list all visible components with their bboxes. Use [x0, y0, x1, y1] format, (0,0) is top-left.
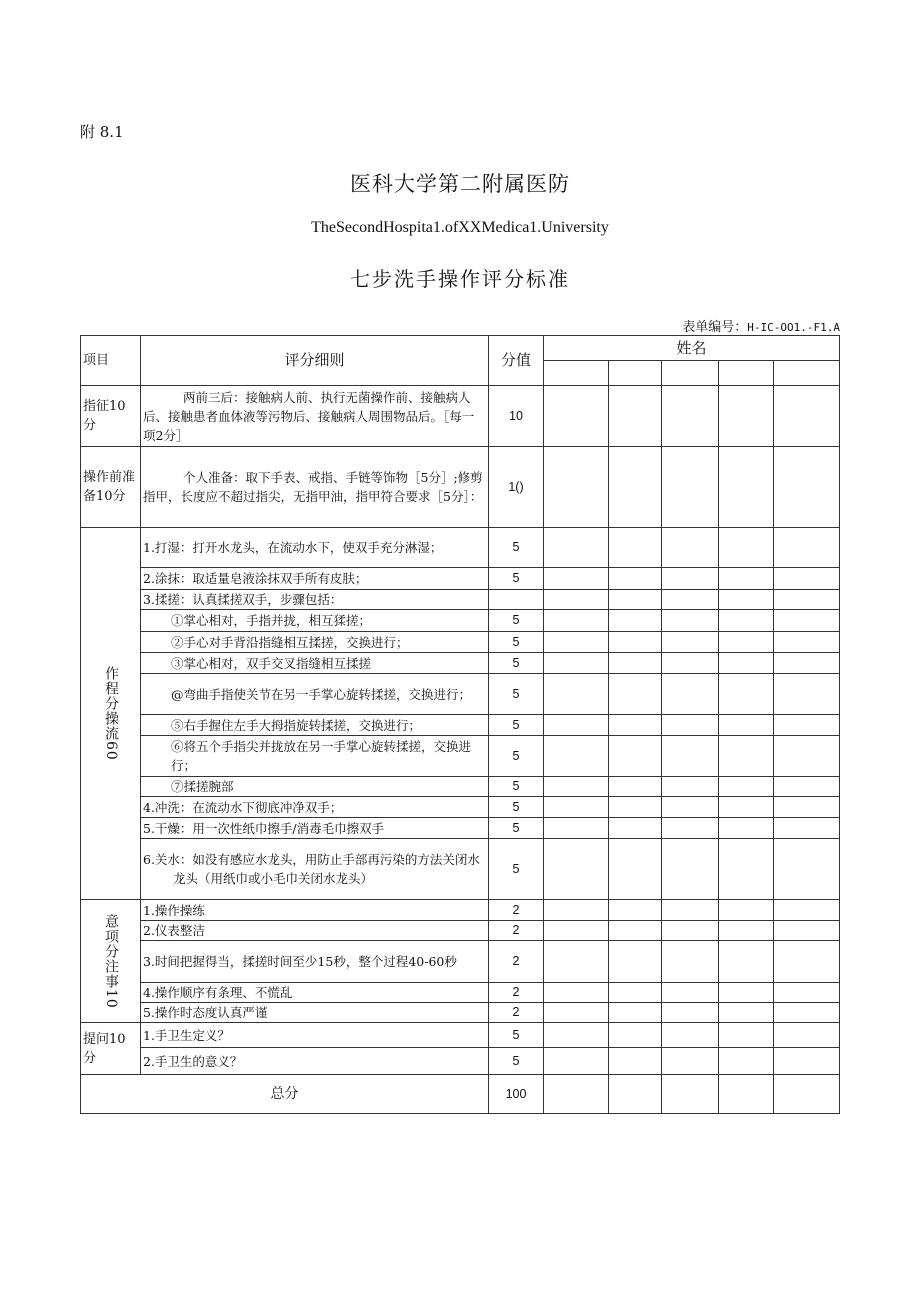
total-label: 总分 — [81, 1075, 489, 1114]
section-label: 操作前准备10分 — [81, 447, 141, 528]
table-row — [81, 839, 840, 900]
score-entry-cell[interactable] — [662, 839, 719, 900]
table-row — [81, 736, 840, 777]
score-value: 5 — [489, 797, 544, 818]
score-entry-cell[interactable] — [544, 983, 609, 1003]
score-value: 5 — [489, 777, 544, 797]
score-entry-cell[interactable] — [609, 568, 662, 590]
table-row — [81, 983, 840, 1003]
score-entry-cell[interactable] — [662, 1048, 719, 1075]
criterion-text: 6.关水：如没有感应水龙头，用防止手部再污染的方法关闭水龙头（用纸巾或小毛巾关闭水龙头） — [141, 839, 489, 900]
score-value — [489, 590, 544, 610]
score-entry-cell[interactable] — [609, 447, 662, 528]
header-item: 项目 — [81, 336, 141, 386]
score-value: 5 — [489, 610, 544, 632]
score-entry-cell[interactable] — [662, 386, 719, 447]
name-cell[interactable] — [544, 361, 609, 386]
criterion-text: 两前三后：接触病人前、执行无菌操作前、接触病人后、接触患者血体液等污物后、接触病人周围物品后。［每一项2分］ — [141, 386, 489, 447]
score-entry-cell[interactable] — [609, 921, 662, 941]
score-entry-cell[interactable] — [719, 674, 774, 715]
section-label: 提问10分 — [81, 1023, 141, 1075]
score-entry-cell[interactable] — [774, 777, 840, 797]
total-entry-cell[interactable] — [774, 1075, 840, 1114]
table-row — [81, 900, 840, 921]
score-entry-cell[interactable] — [719, 386, 774, 447]
table-row — [81, 818, 840, 839]
score-entry-cell[interactable] — [662, 653, 719, 674]
score-value: 5 — [489, 839, 544, 900]
score-entry-cell[interactable] — [662, 674, 719, 715]
score-entry-cell[interactable] — [662, 736, 719, 777]
score-entry-cell[interactable] — [544, 1003, 609, 1023]
total-entry-cell[interactable] — [662, 1075, 719, 1114]
score-value: 10 — [489, 386, 544, 447]
score-value: 5 — [489, 736, 544, 777]
score-entry-cell[interactable] — [719, 797, 774, 818]
criterion-text: 5.操作时态度认真严谨 — [141, 1003, 489, 1023]
score-entry-cell[interactable] — [609, 674, 662, 715]
score-entry-cell[interactable] — [774, 839, 840, 900]
score-entry-cell[interactable] — [662, 568, 719, 590]
score-entry-cell[interactable] — [609, 839, 662, 900]
score-entry-cell[interactable] — [719, 983, 774, 1003]
score-entry-cell[interactable] — [544, 632, 609, 653]
score-entry-cell[interactable] — [609, 386, 662, 447]
score-entry-cell[interactable] — [544, 941, 609, 983]
criterion-text: 1.手卫生定义？ — [141, 1023, 489, 1048]
table-row — [81, 797, 840, 818]
document-title: 七步洗手操作评分标准 — [350, 267, 570, 291]
score-value: 2 — [489, 1003, 544, 1023]
score-entry-cell[interactable] — [662, 528, 719, 568]
score-entry-cell[interactable] — [774, 736, 840, 777]
criterion-text: 个人准备：取下手表、戒指、手链等饰物［5分］;修剪指甲，长度应不超过指尖，无指甲油，指甲符合要求［5分］： — [141, 447, 489, 528]
table-row — [81, 941, 840, 983]
table-row — [81, 1048, 840, 1075]
score-entry-cell[interactable] — [609, 983, 662, 1003]
score-value: 5 — [489, 715, 544, 736]
criterion-text: @弯曲手指使关节在另一手掌心旋转揉搓，交换进行； — [141, 674, 489, 715]
score-entry-cell[interactable] — [774, 900, 840, 921]
total-entry-cell[interactable] — [609, 1075, 662, 1114]
score-value: 5 — [489, 653, 544, 674]
score-entry-cell[interactable] — [544, 528, 609, 568]
criterion-text: 2.仪表整洁 — [141, 921, 489, 941]
score-entry-cell[interactable] — [719, 447, 774, 528]
name-cell[interactable] — [774, 361, 840, 386]
score-entry-cell[interactable] — [774, 941, 840, 983]
criterion-text: 3.时间把握得当，揉搓时间至少15秒，整个过程40-60秒 — [141, 941, 489, 983]
score-entry-cell[interactable] — [719, 590, 774, 610]
score-value: 5 — [489, 1023, 544, 1048]
score-entry-cell[interactable] — [774, 386, 840, 447]
table-row — [81, 653, 840, 674]
score-entry-cell[interactable] — [609, 528, 662, 568]
criterion-text: ⑥将五个手指尖并拢放在另一手掌心旋转揉搓，交换进行； — [141, 736, 489, 777]
score-entry-cell[interactable] — [719, 900, 774, 921]
criterion-text: ⑦揉搓腕部 — [141, 777, 489, 797]
score-entry-cell[interactable] — [719, 528, 774, 568]
score-entry-cell[interactable] — [774, 1023, 840, 1048]
table-row — [81, 386, 840, 447]
table-row — [81, 1003, 840, 1023]
score-entry-cell[interactable] — [609, 1048, 662, 1075]
table-row — [81, 610, 840, 632]
score-value: 5 — [489, 1048, 544, 1075]
score-entry-cell[interactable] — [719, 715, 774, 736]
score-entry-cell[interactable] — [662, 797, 719, 818]
score-entry-cell[interactable] — [719, 1023, 774, 1048]
score-entry-cell[interactable] — [544, 1023, 609, 1048]
score-entry-cell[interactable] — [774, 528, 840, 568]
score-entry-cell[interactable] — [719, 1048, 774, 1075]
table-row — [81, 528, 840, 568]
total-entry-cell[interactable] — [719, 1075, 774, 1114]
score-value: 2 — [489, 941, 544, 983]
score-entry-cell[interactable] — [609, 715, 662, 736]
score-entry-cell[interactable] — [544, 610, 609, 632]
criterion-text: ⑤右手握住左手大拇指旋转揉搓，交换进行； — [141, 715, 489, 736]
table-row — [81, 590, 840, 610]
hospital-title: 医科大学第二附属医防 — [350, 172, 570, 196]
score-value: 2 — [489, 921, 544, 941]
total-score: 100 — [489, 1075, 544, 1114]
name-cell[interactable] — [662, 361, 719, 386]
score-entry-cell[interactable] — [662, 777, 719, 797]
score-entry-cell[interactable] — [544, 386, 609, 447]
score-entry-cell[interactable] — [774, 983, 840, 1003]
score-entry-cell[interactable] — [609, 1003, 662, 1023]
score-entry-cell[interactable] — [544, 818, 609, 839]
score-value: 5 — [489, 632, 544, 653]
score-entry-cell[interactable] — [662, 715, 719, 736]
score-entry-cell[interactable] — [609, 818, 662, 839]
name-cell[interactable] — [719, 361, 774, 386]
score-entry-cell[interactable] — [719, 568, 774, 590]
scoring-table — [80, 335, 840, 1114]
score-entry-cell[interactable] — [662, 632, 719, 653]
score-entry-cell[interactable] — [662, 900, 719, 921]
table-row — [81, 674, 840, 715]
score-entry-cell[interactable] — [609, 1023, 662, 1048]
criterion-text: ②手心对手背沿指缝相互揉搓，交换进行； — [141, 632, 489, 653]
criterion-text: ①掌心相对，手指并拢，相互猱搓； — [141, 610, 489, 632]
score-entry-cell[interactable] — [544, 736, 609, 777]
table-row — [81, 447, 840, 528]
score-entry-cell[interactable] — [609, 777, 662, 797]
table-row — [81, 632, 840, 653]
criterion-text: 1.打湿：打开水龙头，在流动水下，使双手充分淋湿； — [141, 528, 489, 568]
score-entry-cell[interactable] — [544, 653, 609, 674]
score-entry-cell[interactable] — [719, 818, 774, 839]
criterion-text: 4.冲洗：在流动水下彻底冲净双手； — [141, 797, 489, 818]
score-entry-cell[interactable] — [719, 941, 774, 983]
score-entry-cell[interactable] — [719, 632, 774, 653]
header-detail: 评分细则 — [141, 336, 489, 386]
score-entry-cell[interactable] — [719, 610, 774, 632]
score-value: 5 — [489, 568, 544, 590]
header-score: 分值 — [489, 336, 544, 386]
table-row — [81, 715, 840, 736]
score-entry-cell[interactable] — [774, 715, 840, 736]
score-entry-cell[interactable] — [774, 1048, 840, 1075]
section-label: 意项分注事10 — [81, 900, 141, 1023]
score-entry-cell[interactable] — [544, 777, 609, 797]
score-value: 5 — [489, 528, 544, 568]
score-entry-cell[interactable] — [662, 447, 719, 528]
score-entry-cell[interactable] — [662, 1023, 719, 1048]
score-entry-cell[interactable] — [544, 715, 609, 736]
section-label: 作程分操流60 — [81, 528, 141, 900]
header-name: 姓名 — [544, 336, 840, 361]
score-entry-cell[interactable] — [544, 900, 609, 921]
score-entry-cell[interactable] — [719, 1003, 774, 1023]
score-entry-cell[interactable] — [774, 797, 840, 818]
score-entry-cell[interactable] — [719, 777, 774, 797]
score-entry-cell[interactable] — [774, 1003, 840, 1023]
table-row — [81, 777, 840, 797]
score-entry-cell[interactable] — [609, 797, 662, 818]
score-entry-cell[interactable] — [544, 921, 609, 941]
criterion-text: 2.涂抹：取适量皂液涂抹双手所有皮肤； — [141, 568, 489, 590]
score-entry-cell[interactable] — [544, 797, 609, 818]
score-entry-cell[interactable] — [544, 447, 609, 528]
score-entry-cell[interactable] — [719, 921, 774, 941]
total-entry-cell[interactable] — [544, 1075, 609, 1114]
score-entry-cell[interactable] — [662, 941, 719, 983]
score-entry-cell[interactable] — [662, 921, 719, 941]
criterion-text: ③掌心相对，双手交叉指缝相互揉搓 — [141, 653, 489, 674]
score-entry-cell[interactable] — [609, 632, 662, 653]
criterion-text: 2.手卫生的意义？ — [141, 1048, 489, 1075]
score-entry-cell[interactable] — [774, 653, 840, 674]
table-row — [81, 1023, 840, 1048]
score-entry-cell[interactable] — [662, 1003, 719, 1023]
score-entry-cell[interactable] — [774, 568, 840, 590]
hospital-english-title: TheSecondHospita1.ofXXMedica1.University — [311, 219, 609, 236]
score-entry-cell[interactable] — [774, 674, 840, 715]
name-cell[interactable] — [609, 361, 662, 386]
form-number-value: H-IC-OO1.-F1.A — [747, 321, 840, 334]
score-entry-cell[interactable] — [544, 839, 609, 900]
score-entry-cell[interactable] — [662, 983, 719, 1003]
score-entry-cell[interactable] — [719, 653, 774, 674]
score-value: 5 — [489, 674, 544, 715]
score-entry-cell[interactable] — [774, 921, 840, 941]
score-entry-cell[interactable] — [609, 610, 662, 632]
score-entry-cell[interactable] — [609, 590, 662, 610]
score-entry-cell[interactable] — [609, 900, 662, 921]
score-value: 5 — [489, 818, 544, 839]
form-number — [682, 316, 840, 335]
criterion-text: 3.揉搓：认真揉搓双手，步骤包括： — [141, 590, 489, 610]
score-entry-cell[interactable] — [774, 610, 840, 632]
score-value: 2 — [489, 983, 544, 1003]
section-label: 指征10分 — [81, 386, 141, 447]
table-row — [81, 568, 840, 590]
score-entry-cell[interactable] — [774, 447, 840, 528]
score-value: 2 — [489, 900, 544, 921]
score-entry-cell[interactable] — [662, 610, 719, 632]
score-entry-cell[interactable] — [544, 568, 609, 590]
form-number-label: 表单编号： — [682, 320, 748, 335]
score-entry-cell[interactable] — [544, 1048, 609, 1075]
score-entry-cell[interactable] — [774, 818, 840, 839]
score-entry-cell[interactable] — [774, 632, 840, 653]
score-entry-cell[interactable] — [719, 736, 774, 777]
score-entry-cell[interactable] — [609, 736, 662, 777]
score-entry-cell[interactable] — [609, 941, 662, 983]
score-entry-cell[interactable] — [719, 839, 774, 900]
score-value: 1() — [489, 447, 544, 528]
score-entry-cell[interactable] — [544, 674, 609, 715]
criterion-text: 1.操作操练 — [141, 900, 489, 921]
criterion-text: 4.操作顺序有条理、不慌乱 — [141, 983, 489, 1003]
score-entry-cell[interactable] — [662, 590, 719, 610]
annex-label: 附 8.1 — [80, 123, 124, 141]
score-entry-cell[interactable] — [774, 590, 840, 610]
table-row — [81, 921, 840, 941]
score-entry-cell[interactable] — [544, 590, 609, 610]
score-entry-cell[interactable] — [662, 818, 719, 839]
criterion-text: 5.干燥：用一次性纸巾擦手/消毒毛巾擦双手 — [141, 818, 489, 839]
score-entry-cell[interactable] — [609, 653, 662, 674]
